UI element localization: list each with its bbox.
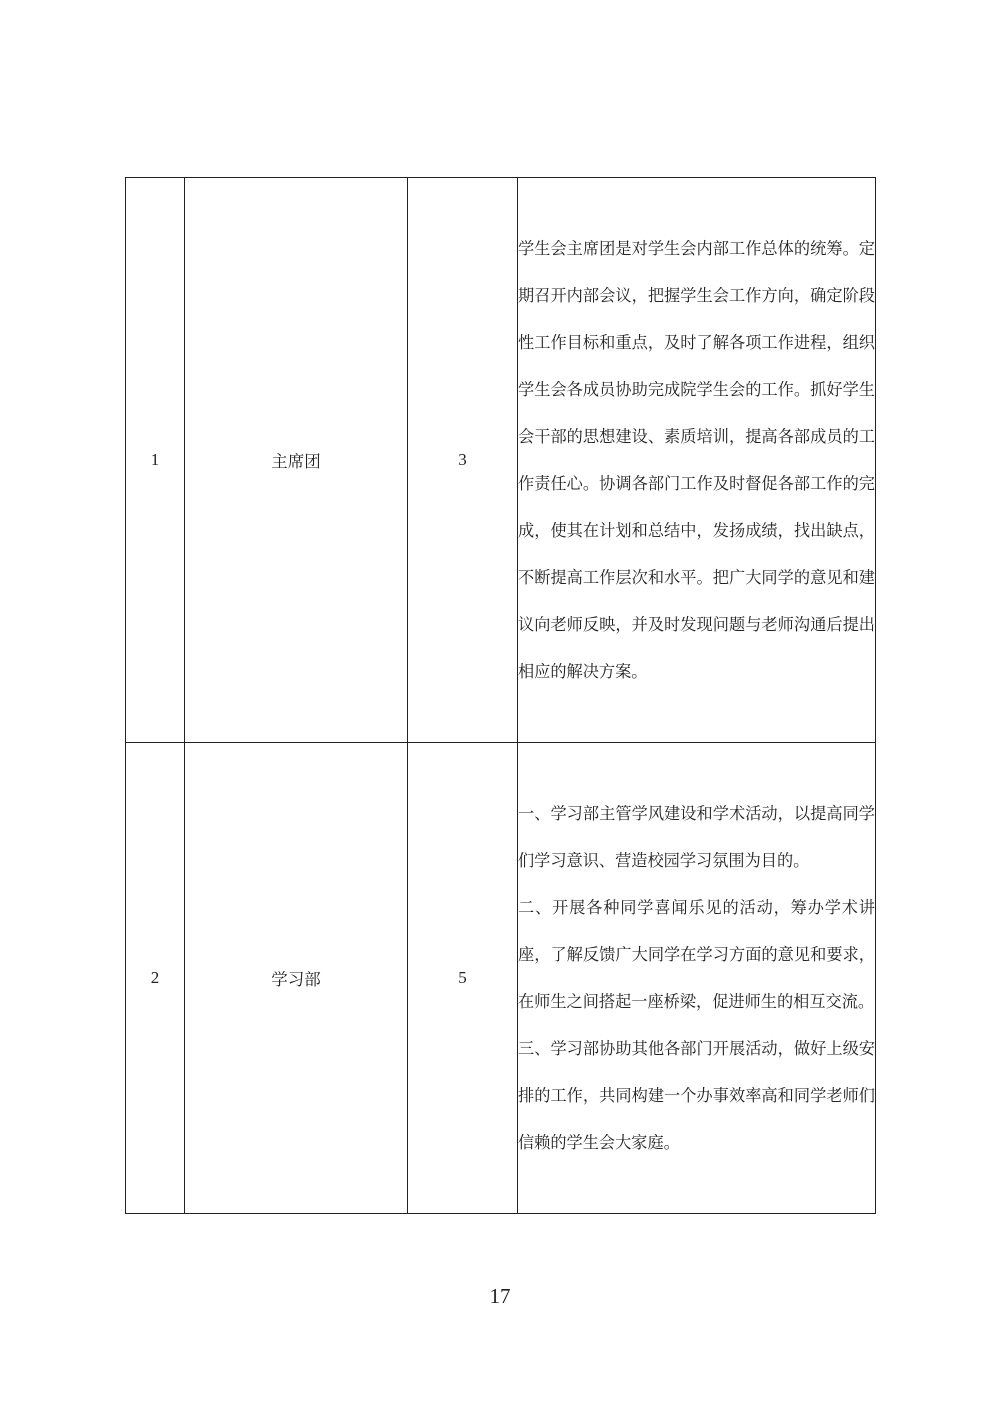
department-name: 主席团	[185, 178, 408, 743]
duty-description	[518, 743, 876, 1214]
table-row	[126, 178, 876, 743]
duty-paragraph: 三、学习部协助其他各部门开展活动，做好上级安排的工作，共同构建一个办事效率高和同学老师们信赖的学生会大家庭。	[518, 1039, 875, 1152]
duty-description	[518, 178, 876, 743]
duty-paragraph: 学生会主席团是对学生会内部工作总体的统筹。定期召开内部会议，把握学生会工作方向，确定阶段性工作目标和重点，及时了解各项工作进程，组织学生会各成员协助完成院学生会的工作。抓好学生会干部的思想建设、素质培训，提高各部成员的工作责任心。协调各部门工作及时督促各部工作的完成，使其在计划和总结中，发扬成绩，找出缺点，不断提高工作层次和水平。把广大同学的意见和建议向老师反映，并及时发现问题与老师沟通后提出相应的解决方案。	[518, 239, 875, 681]
department-table	[125, 177, 876, 1214]
page-number: 17	[489, 1284, 511, 1308]
member-count: 5	[408, 743, 518, 1214]
duty-paragraph: 二、开展各种同学喜闻乐见的活动，筹办学术讲座，了解反馈广大同学在学习方面的意见和要求，在师生之间搭起一座桥梁，促进师生的相互交流。	[518, 898, 875, 1011]
member-count: 3	[408, 178, 518, 743]
department-name: 学习部	[185, 743, 408, 1214]
duty-paragraph: 一、学习部主管学风建设和学术活动，以提高同学们学习意识、营造校园学习氛围为目的。	[518, 804, 875, 870]
row-index: 2	[126, 743, 185, 1214]
row-index: 1	[126, 178, 185, 743]
table-row	[126, 743, 876, 1214]
